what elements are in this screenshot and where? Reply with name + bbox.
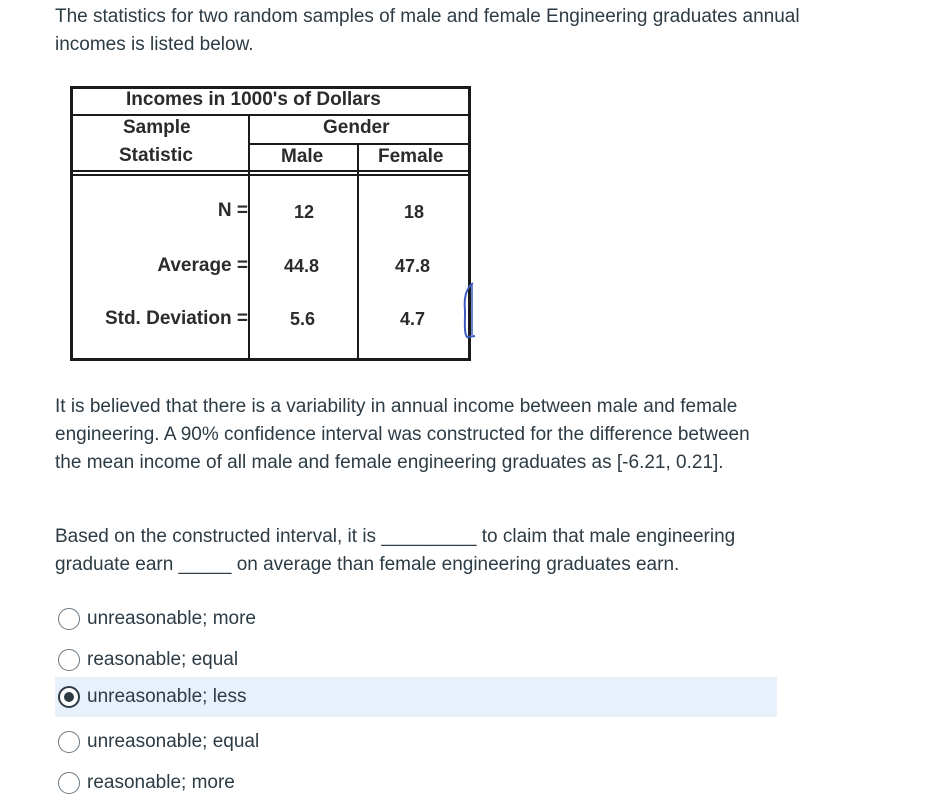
table-title: Incomes in 1000's of Dollars (126, 89, 381, 110)
option-unreasonable-more[interactable] (55, 599, 777, 639)
row-header-statistic: Statistic (119, 145, 193, 166)
option-unreasonable-equal[interactable] (55, 722, 777, 762)
radio-button[interactable] (58, 731, 80, 753)
column-header-male: Male (281, 146, 324, 167)
radio-button[interactable] (58, 608, 80, 630)
option-reasonable-equal[interactable] (55, 640, 777, 680)
confidence-interval-paragraph: It is believed that there is a variability in annual income between male and female engineering. A 90% confidence interval was constructed for the difference between the mean income of all male and female engineering graduates as [-6.21, 0.21]. (55, 396, 750, 473)
option-label: reasonable; equal (87, 649, 239, 670)
bracket-scribble-mark (459, 281, 479, 341)
option-label: unreasonable; more (87, 608, 256, 629)
cell-female-std-deviation: 4.7 (400, 309, 426, 329)
radio-button[interactable] (58, 649, 80, 671)
cell-male-std-deviation: 5.6 (290, 309, 316, 329)
radio-button[interactable] (58, 772, 80, 794)
row-label-average: Average = (157, 255, 248, 276)
row-label-n: N = (217, 200, 248, 221)
option-unreasonable-less[interactable] (55, 677, 777, 717)
cell-male-average: 44.8 (284, 256, 320, 276)
cell-female-n: 18 (404, 202, 425, 222)
column-header-female: Female (378, 146, 444, 167)
option-label: reasonable; more (87, 772, 235, 793)
option-label: unreasonable; equal (87, 731, 260, 752)
cell-female-average: 47.8 (395, 256, 431, 276)
option-label: unreasonable; less (87, 686, 247, 707)
cell-male-n: 12 (294, 202, 315, 222)
option-reasonable-more[interactable] (55, 763, 777, 803)
income-statistics-table (70, 86, 471, 361)
question-paragraph: Based on the constructed interval, it is _________ to claim that male engineering graduate earn _____ on average than female engineering graduates earn. (55, 526, 736, 575)
gender-header: Gender (323, 117, 390, 138)
row-label-std-deviation: Std. Deviation = (104, 308, 248, 329)
intro-paragraph: The statistics for two random samples of male and female Engineering graduates annual incomes is listed below. (55, 6, 800, 55)
radio-button-selected[interactable] (58, 686, 80, 708)
row-header-sample: Sample (123, 117, 191, 138)
